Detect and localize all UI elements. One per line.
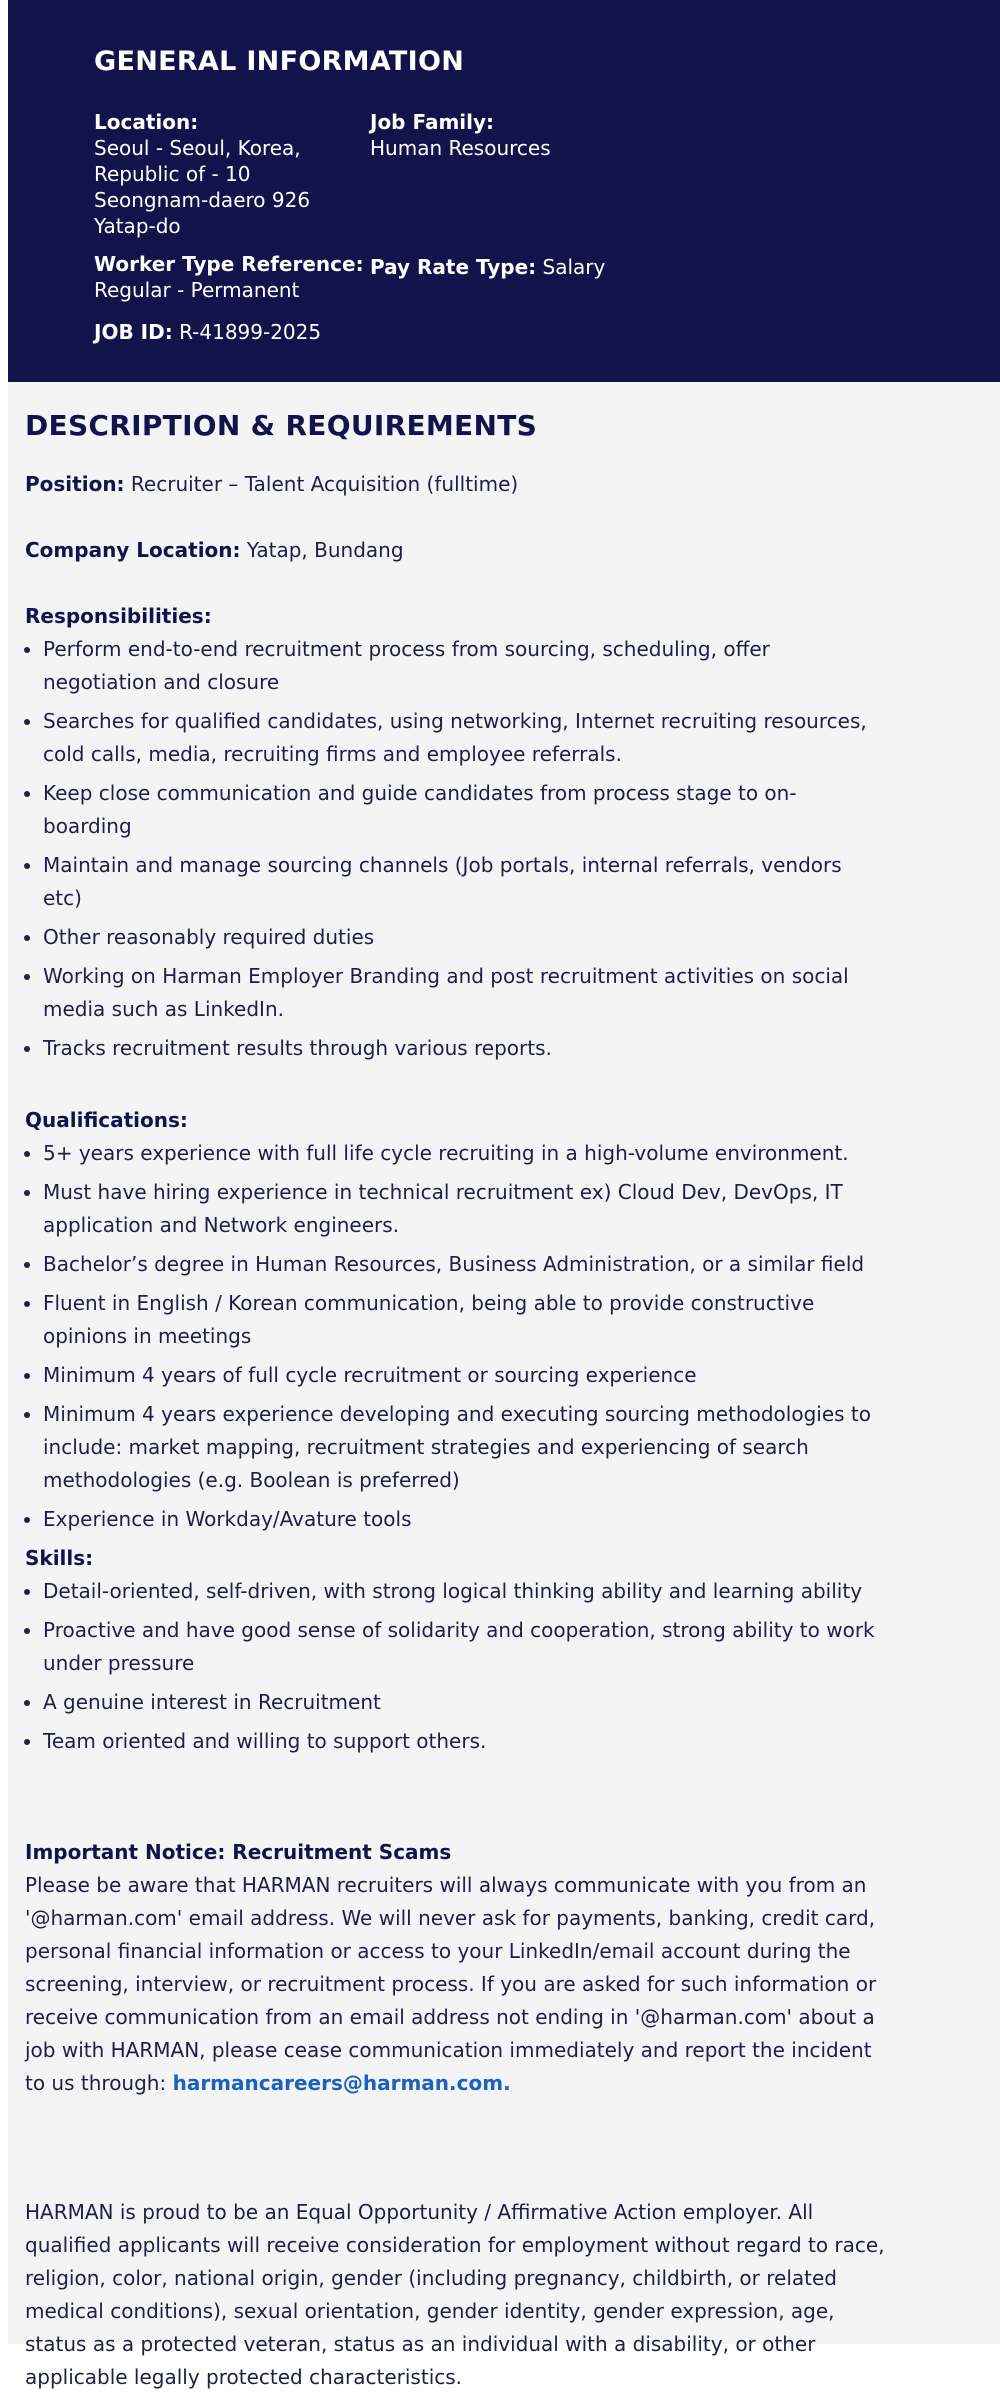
description-panel bbox=[8, 382, 1000, 2389]
description-content bbox=[25, 382, 885, 2394]
list-item: • Working on Harman Employer Branding and post recruitment activities on social media such as LinkedIn. bbox=[43, 960, 885, 1026]
location-line: Seoul - Seoul, Korea, bbox=[94, 136, 301, 160]
careers-email-link[interactable]: harmancareers@harman.com. bbox=[172, 2071, 511, 2095]
worker-type-field bbox=[94, 251, 364, 303]
pay-rate-label: Pay Rate Type: bbox=[370, 255, 537, 279]
job-id-value: R-41899-2025 bbox=[179, 320, 322, 344]
list-item: • Fluent in English / Korean communication, being able to provide constructive opinions in meetings bbox=[43, 1287, 885, 1353]
equal-opportunity-statement: HARMAN is proud to be an Equal Opportunity / Affirmative Action employer. All qualified applicants will receive consideration for employment without regard to race, religion, color, national origin, gender (including pregnancy, childbirth, or related medical conditions), sexual orientation, gender identity, gender expression, age, status as a protected veteran, status as an individual with a disability, or other applicable legally protected characteristics. bbox=[25, 2200, 885, 2389]
scam-notice-body: Please be aware that HARMAN recruiters will always communicate with you from an '@harman.com' email address. We will never ask for payments, banking, credit card, personal financial information or access to your LinkedIn/email account during the screening, interview, or recruitment process. If you are asked for such information or receive communication from an email address not ending in '@harman.com' about a job with HARMAN, please cease communication immediately and report the incident to us through: bbox=[25, 1873, 877, 2095]
location-line: Seongnam-daero 926 bbox=[94, 188, 311, 212]
location-label: Location: bbox=[94, 110, 199, 134]
list-item: • Team oriented and willing to support others. bbox=[43, 1725, 885, 1758]
location-line: Republic of - 10 bbox=[94, 162, 251, 186]
pay-rate-value: Salary bbox=[542, 255, 606, 279]
list-item: • Perform end-to-end recruitment process from sourcing, scheduling, offer negotiation and closure bbox=[43, 633, 885, 699]
position-label: Position: bbox=[25, 472, 125, 496]
company-location-value: Yatap, Bundang bbox=[246, 538, 404, 562]
worker-type-label: Worker Type Reference: bbox=[94, 252, 364, 276]
job-family-field bbox=[370, 109, 670, 161]
company-location-line bbox=[25, 534, 885, 567]
skills-list bbox=[25, 1575, 885, 1758]
position-value: Recruiter – Talent Acquisition (fulltime) bbox=[130, 472, 519, 496]
responsibilities-list bbox=[25, 633, 885, 1065]
location-line: Yatap-do bbox=[94, 214, 181, 238]
list-item: • 5+ years experience with full life cycle recruiting in a high-volume environment. bbox=[43, 1137, 885, 1170]
job-family-label: Job Family: bbox=[370, 110, 495, 134]
list-item: • Maintain and manage sourcing channels (Job portals, internal referrals, vendors etc) bbox=[43, 849, 885, 915]
company-location-label: Company Location: bbox=[25, 538, 241, 562]
scam-notice-text bbox=[25, 1869, 885, 2100]
description-title: DESCRIPTION & REQUIREMENTS bbox=[25, 409, 538, 442]
job-id-field bbox=[94, 319, 494, 345]
list-item: • Minimum 4 years experience developing and executing sourcing methodologies to include: market mapping, recruitment strategies and experiencing of search methodologies (e.g. Boolean is preferred) bbox=[43, 1398, 885, 1497]
list-item: • Must have hiring experience in technical recruitment ex) Cloud Dev, DevOps, IT application and Network engineers. bbox=[43, 1176, 885, 1242]
list-item: • Keep close communication and guide candidates from process stage to on-boarding bbox=[43, 777, 885, 843]
responsibilities-heading: Responsibilities: bbox=[25, 604, 212, 628]
scam-notice-title: Important Notice: Recruitment Scams bbox=[25, 1840, 452, 1864]
job-id-label: JOB ID: bbox=[94, 320, 173, 344]
location-field bbox=[94, 109, 334, 239]
skills-heading: Skills: bbox=[25, 1546, 94, 1570]
worker-type-value: Regular - Permanent bbox=[94, 278, 300, 302]
position-line bbox=[25, 468, 885, 501]
general-information-title: GENERAL INFORMATION bbox=[94, 46, 465, 77]
list-item: • Minimum 4 years of full cycle recruitment or sourcing experience bbox=[43, 1359, 885, 1392]
list-item: • Experience in Workday/Avature tools bbox=[43, 1503, 885, 1536]
qualifications-heading: Qualifications: bbox=[25, 1108, 188, 1132]
qualifications-list bbox=[25, 1137, 885, 1536]
list-item: • Searches for qualified candidates, using networking, Internet recruiting resources, cold calls, media, recruiting firms and employee referrals. bbox=[43, 705, 885, 771]
pay-rate-field bbox=[370, 254, 670, 280]
list-item: • Proactive and have good sense of solidarity and cooperation, strong ability to work under pressure bbox=[43, 1614, 885, 1680]
list-item: • Detail-oriented, self-driven, with strong logical thinking ability and learning ability bbox=[43, 1575, 885, 1608]
list-item: • A genuine interest in Recruitment bbox=[43, 1686, 885, 1719]
list-item: • Other reasonably required duties bbox=[43, 921, 885, 954]
job-family-value: Human Resources bbox=[370, 136, 551, 160]
list-item: • Bachelor’s degree in Human Resources, Business Administration, or a similar field bbox=[43, 1248, 885, 1281]
list-item: • Tracks recruitment results through various reports. bbox=[43, 1032, 885, 1065]
general-information-panel bbox=[8, 0, 1000, 382]
